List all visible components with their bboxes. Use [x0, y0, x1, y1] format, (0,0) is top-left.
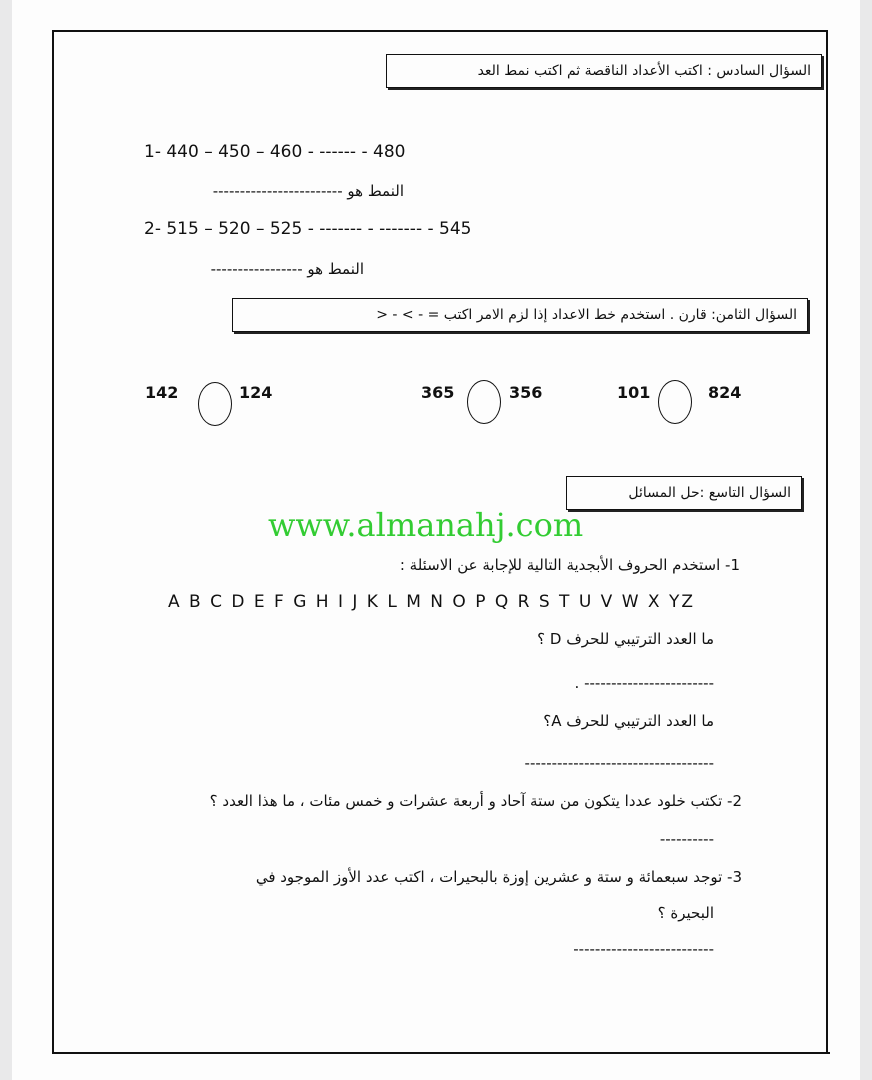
sequence-2: 2- 515 – 520 – 525 - ------- - ------- - 545: [144, 219, 472, 239]
compare-3-right: 824: [708, 383, 742, 402]
alphabet-row: A B C D E F G H I J K L M N O P Q R S T U V W X YZ: [168, 592, 696, 612]
compare-3-left: 101: [617, 383, 651, 402]
question-9-title: السؤال التاسع :حل المسائل: [566, 476, 802, 510]
item-1-intro: 1- استخدم الحروف الأبجدية التالية للإجابة عن الاسئلة :: [399, 556, 740, 574]
compare-3-circle[interactable]: [658, 380, 692, 424]
sequence-1: 1- 440 – 450 – 460 - ------ - 480: [144, 142, 406, 162]
question-6-title: السؤال السادس : اكتب الأعداد الناقصة ثم اكتب نمط العد: [386, 54, 822, 88]
compare-1-right: 124: [239, 383, 273, 402]
item-3-question-line-1: 3- توجد سبعمائة و ستة و عشرين إوزة بالبحيرات ، اكتب عدد الأوز الموجود في: [255, 868, 742, 886]
compare-2-left: 365: [421, 383, 455, 402]
answer-line-a: -----------------------------------: [524, 754, 714, 772]
question-ordinal-a: ما العدد الترتيبي للحرف A؟: [543, 712, 714, 730]
item-2-question: 2- تكتب خلود عددا يتكون من ستة آحاد و أربعة عشرات و خمس مئات ، ما هذا العدد ؟: [209, 792, 742, 810]
watermark-text: www.almanahj.com: [268, 506, 584, 544]
question-8-title: السؤال الثامن: قارن . استخدم خط الاعداد إذا لزم الامر اكتب = - > - <: [232, 298, 808, 332]
item-3-question-line-2: البحيرة ؟: [657, 904, 714, 922]
page-bottom-rule: [52, 1052, 830, 1054]
question-ordinal-d: ما العدد الترتيبي للحرف D ؟: [537, 630, 714, 648]
compare-2-circle[interactable]: [467, 380, 501, 424]
pattern-2-answer-line: النمط هو -----------------: [210, 260, 364, 278]
answer-line-d: ------------------------ .: [574, 674, 714, 692]
compare-2-right: 356: [509, 383, 543, 402]
answer-line-2: ----------: [659, 830, 714, 848]
compare-1-left: 142: [145, 383, 179, 402]
answer-line-3: --------------------------: [573, 940, 714, 958]
compare-1-circle[interactable]: [198, 382, 232, 426]
pattern-1-answer-line: النمط هو ------------------------: [212, 182, 404, 200]
